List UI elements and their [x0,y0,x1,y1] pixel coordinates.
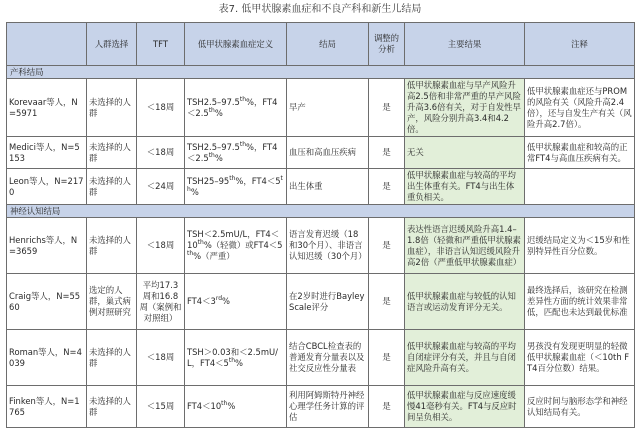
tft-cell: 平均17.3周和16.8周（案例和对照组） [137,274,185,330]
note-cell: 低甲状腺素血症和较高的正常FT4与高血压疾病有关。 [525,137,635,169]
tft-cell: ＜18周 [137,330,185,386]
outcome-cell: 语言发育迟缓（18和30个月）、非语言认知迟缓（30个月） [287,218,369,274]
table-row [7,386,635,428]
definition-cell: TSH2.5–97.5th%，FT4＜2.5th% [185,137,287,169]
result-cell: 低甲状腺素血症与较高的平均自闭症评分有关，并且与自闭症风险升高有关。 [405,330,525,386]
definition-cell: TSH25–95th%，FT4＜5th% [185,169,287,205]
result-cell: 低甲状腺素血症与较低的认知语言或运动发育评分无关。 [405,274,525,330]
note-cell: 最终选择后，该研究在检测差异性方面的统计效果非常低，匹配也未达到最优标准 [525,274,635,330]
study-cell: Henrichs等人，N=3659 [7,218,87,274]
results-table [6,22,635,428]
study-cell: Leon等人，N=2170 [7,169,87,205]
study-cell: Korevaar等人，N=5971 [7,79,87,137]
table-row [7,274,635,330]
table-row [7,330,635,386]
population-cell: 选定的人群，巢式病例对照研究 [87,274,137,330]
definition-cell: FT4＜3rd% [185,274,287,330]
section-row [7,205,635,218]
definition-cell: FT4＜10th% [185,386,287,428]
header-tft: TFT [137,23,185,66]
adjusted-cell: 是 [369,330,405,386]
tft-cell: ＜24周 [137,169,185,205]
population-cell: 未选择的人群 [87,386,137,428]
tft-cell: ＜18周 [137,218,185,274]
population-cell: 未选择的人群 [87,169,137,205]
adjusted-cell: 是 [369,79,405,137]
definition-cell: TSH2.5–97.5th%，FT4＜2.5th% [185,79,287,137]
result-cell: 无关 [405,137,525,169]
definition-cell: TSH＜2.5mU/L，FT4＜10th%（轻微）或FT4＜5th%（严重） [185,218,287,274]
population-cell: 未选择的人群 [87,330,137,386]
tft-cell: ＜18周 [137,79,185,137]
study-cell: Medici等人，N=5153 [7,137,87,169]
header-adjusted: 调整的分析 [369,23,405,66]
header-row [7,23,635,66]
definition-cell: TSH＞0.03和＜2.5mU/L，FT4＜5th% [185,330,287,386]
section-row [7,66,635,79]
outcome-cell: 早产 [287,79,369,137]
header-population: 人群选择 [87,23,137,66]
adjusted-cell: 是 [369,218,405,274]
outcome-cell: 出生体重 [287,169,369,205]
note-cell: 迟缓结局定义为＜15岁和性别特异性百分位数。 [525,218,635,274]
note-cell: 男孩没有发现更明显的轻微低甲状腺素血症（＜10th FT4百分位数）结果。 [525,330,635,386]
note-cell: 反应时间与脑形态学和神经认知结局有关。 [525,386,635,428]
population-cell: 未选择的人群 [87,218,137,274]
tft-cell: ＜18周 [137,137,185,169]
table-row [7,79,635,137]
adjusted-cell: 是 [369,274,405,330]
header-outcome: 结局 [287,23,369,66]
outcome-cell: 血压和高血压疾病 [287,137,369,169]
result-cell: 低甲状腺素血症与较高的平均出生体重有关。FT4与出生体重负相关。 [405,169,525,205]
note-cell [525,169,635,205]
population-cell: 未选择的人群 [87,79,137,137]
table-row [7,218,635,274]
tft-cell: ＜15周 [137,386,185,428]
population-cell: 未选择的人群 [87,137,137,169]
result-cell: 表达性语言迟缓风险升高1.4–1.8倍（轻微和严重低甲状腺素血症），非语言认知迟缓风险升高2倍（严重低甲状腺素血症） [405,218,525,274]
section-label-obstetric: 产科结局 [7,66,635,79]
header-study [7,23,87,66]
adjusted-cell: 是 [369,386,405,428]
note-cell: 低甲状腺素血症还与PROM的风险有关（风险升高2.4倍），还与自发生产有关（风险升高2.7倍）。 [525,79,635,137]
outcome-cell: 在2岁时进行Bayley Scale评分 [287,274,369,330]
adjusted-cell: 是 [369,137,405,169]
header-definition: 低甲状腺素血症定义 [185,23,287,66]
adjusted-cell: 是 [369,169,405,205]
study-cell: Finken等人，N=1765 [7,386,87,428]
study-cell: Craig等人，N=5560 [7,274,87,330]
result-cell: 低甲状腺素血症与早产风险升高2.5倍和非常严重的早产风险升高3.6倍有关，对于自发性早产，风险分别升高3.4和4.2倍。 [405,79,525,137]
outcome-cell: 结合CBCL检查表的普通发育分量表以及社交反应性分量表 [287,330,369,386]
table-title: 表7. 低甲状腺素血症和不良产科和新生儿结局 [218,4,422,15]
outcome-cell: 利用阿姆斯特丹神经心理学任务计算的评估 [287,386,369,428]
header-result: 主要结果 [405,23,525,66]
result-cell: 低甲状腺素血症与反应速度缓慢41毫秒有关。FT4与反应时间呈负相关。 [405,386,525,428]
section-label-neuro: 神经认知结局 [7,205,635,218]
study-cell: Roman等人，N=4039 [7,330,87,386]
table-row [7,169,635,205]
header-note: 注释 [525,23,635,66]
table-row [7,137,635,169]
